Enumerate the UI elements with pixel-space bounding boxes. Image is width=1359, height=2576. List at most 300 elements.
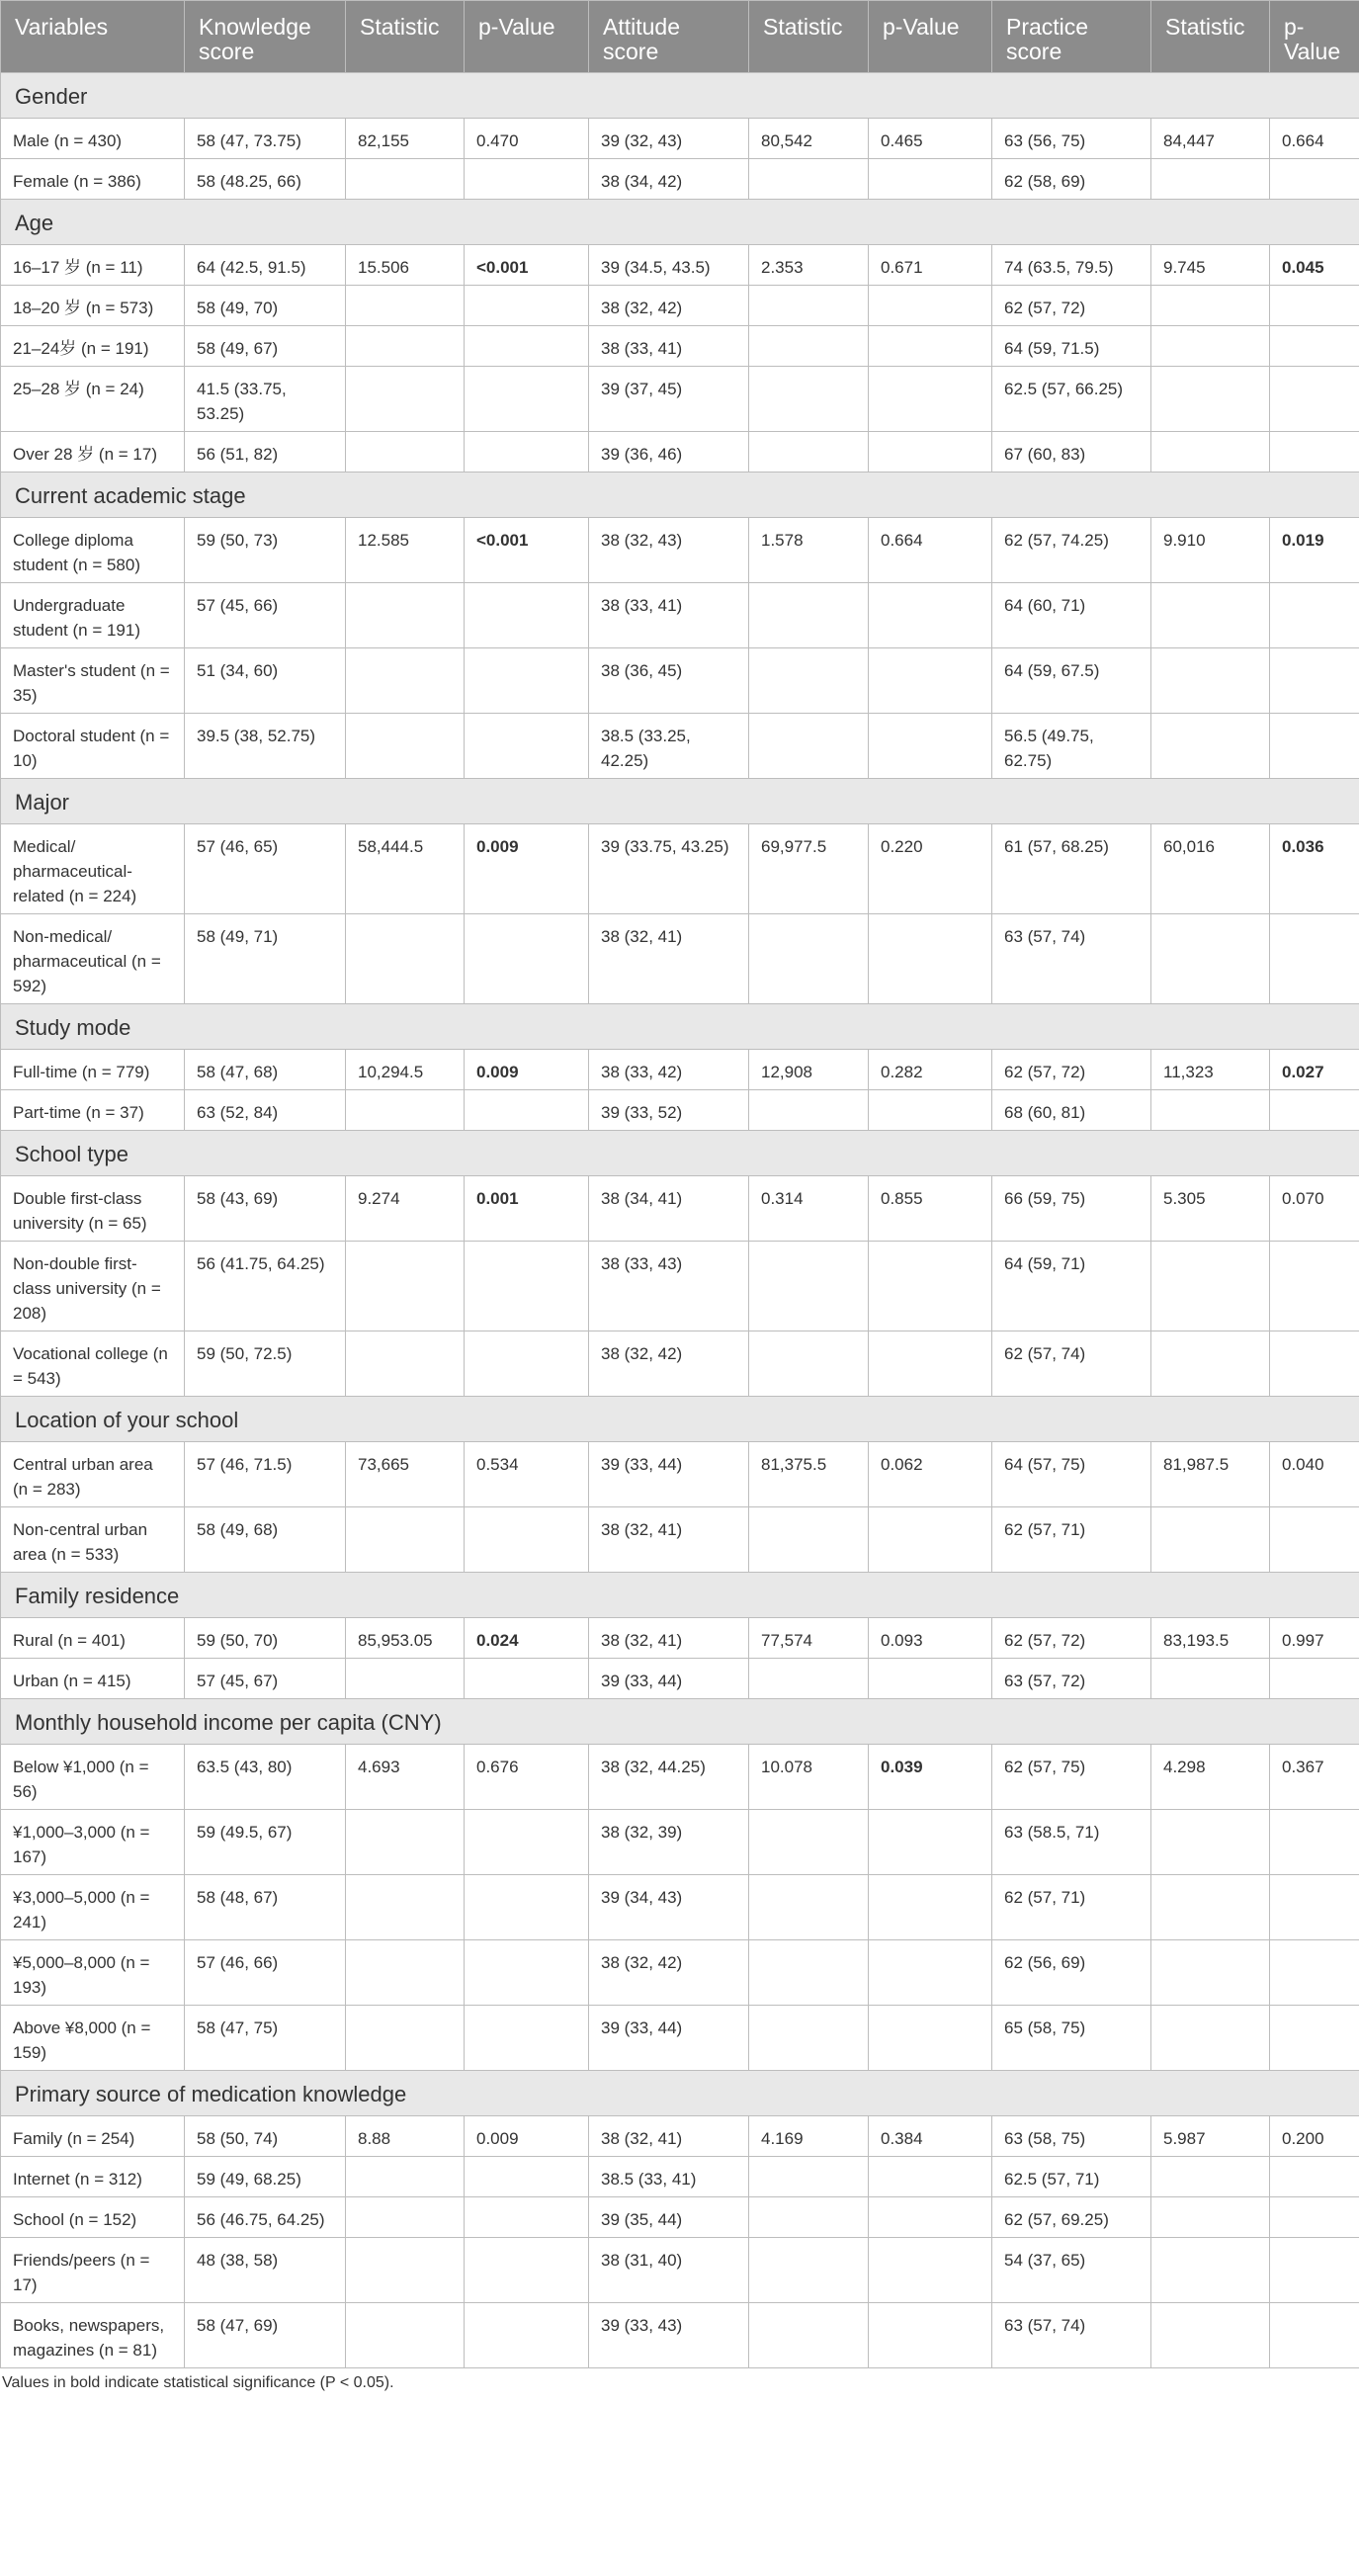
table-cell — [1270, 2197, 1359, 2238]
table-row — [1, 1090, 1359, 1131]
table-cell: 0.314 — [749, 1176, 869, 1242]
table-row — [1, 2006, 1359, 2071]
table-cell: 83,193.5 — [1151, 1618, 1270, 1659]
table-cell — [1270, 1875, 1359, 1940]
section-title: Gender — [1, 73, 1359, 119]
table-cell: 63 (52, 84) — [185, 1090, 346, 1131]
table-row — [1, 1176, 1359, 1242]
table-cell — [346, 714, 465, 779]
table-cell — [749, 1659, 869, 1699]
table-body — [1, 73, 1359, 2368]
table-cell — [1270, 159, 1359, 200]
table-cell — [749, 2197, 869, 2238]
table-cell: 65 (58, 75) — [992, 2006, 1151, 2071]
table-cell — [346, 2006, 465, 2071]
table-cell — [465, 286, 589, 326]
table-cell: 0.093 — [869, 1618, 992, 1659]
table-cell: 64 (42.5, 91.5) — [185, 245, 346, 286]
header-statistic: Statistic — [346, 1, 465, 73]
table-cell — [749, 1507, 869, 1573]
table-cell — [869, 1659, 992, 1699]
table-cell: 38 (32, 42) — [589, 1331, 749, 1397]
table-cell: 39.5 (38, 52.75) — [185, 714, 346, 779]
table-cell: 38 (32, 41) — [589, 1618, 749, 1659]
table-cell — [346, 583, 465, 648]
table-cell — [1270, 2238, 1359, 2303]
table-cell: 59 (49.5, 67) — [185, 1810, 346, 1875]
table-cell — [869, 2303, 992, 2368]
table-cell — [749, 367, 869, 432]
significant-value: 0.024 — [476, 1631, 519, 1650]
significant-value: 0.039 — [881, 1758, 923, 1776]
table-cell: 80,542 — [749, 119, 869, 159]
table-cell — [869, 1940, 992, 2006]
table-cell — [1151, 367, 1270, 432]
section-row — [1, 779, 1359, 824]
table-cell — [346, 1507, 465, 1573]
table-cell: 9.274 — [346, 1176, 465, 1242]
table-footnote: Values in bold indicate statistical significance (P < 0.05). — [2, 2374, 394, 2391]
table-cell: 56.5 (49.75, 62.75) — [992, 714, 1151, 779]
header-attitude-score: Attitude score — [589, 1, 749, 73]
table-cell — [1151, 714, 1270, 779]
table-cell: 38 (32, 41) — [589, 2116, 749, 2157]
variable-cell: 21–24岁 (n = 191) — [1, 326, 185, 367]
table-cell: 0.070 — [1270, 1176, 1359, 1242]
table-cell — [465, 367, 589, 432]
table-cell: 84,447 — [1151, 119, 1270, 159]
table-cell — [1270, 2006, 1359, 2071]
header-variables: Variables — [1, 1, 185, 73]
section-row — [1, 1397, 1359, 1442]
table-cell: 81,375.5 — [749, 1442, 869, 1507]
table-cell: 61 (57, 68.25) — [992, 824, 1151, 914]
table-cell: 58 (47, 73.75) — [185, 119, 346, 159]
table-cell: 12,908 — [749, 1050, 869, 1090]
table-cell — [346, 432, 465, 472]
table-cell: 5.305 — [1151, 1176, 1270, 1242]
table-cell: 15.506 — [346, 245, 465, 286]
table-cell — [1270, 1507, 1359, 1573]
table-cell: 10,294.5 — [346, 1050, 465, 1090]
table-cell — [1151, 1090, 1270, 1131]
section-row — [1, 1573, 1359, 1618]
significant-value: 0.045 — [1282, 258, 1324, 277]
table-cell — [1151, 1242, 1270, 1331]
table-cell — [1151, 1810, 1270, 1875]
table-cell — [346, 286, 465, 326]
table-cell — [1270, 518, 1359, 583]
table-cell: 38 (33, 42) — [589, 1050, 749, 1090]
variable-cell: Friends/peers (n = 17) — [1, 2238, 185, 2303]
header-knowledge-score: Knowledge score — [185, 1, 346, 73]
table-cell: 62 (57, 71) — [992, 1507, 1151, 1573]
table-cell — [465, 1507, 589, 1573]
header-p-value: p-Value — [1270, 1, 1359, 73]
table-cell — [869, 583, 992, 648]
variable-cell: Family (n = 254) — [1, 2116, 185, 2157]
table-cell: 59 (50, 72.5) — [185, 1331, 346, 1397]
table-cell — [1151, 2238, 1270, 2303]
table-cell: 56 (51, 82) — [185, 432, 346, 472]
table-cell — [749, 583, 869, 648]
table-cell: 39 (33, 44) — [589, 1659, 749, 1699]
table-cell — [869, 1810, 992, 1875]
table-cell — [465, 714, 589, 779]
table-cell: 63.5 (43, 80) — [185, 1745, 346, 1810]
variable-cell: Undergraduate student (n = 191) — [1, 583, 185, 648]
table-cell: 38 (34, 41) — [589, 1176, 749, 1242]
variable-cell: Full-time (n = 779) — [1, 1050, 185, 1090]
table-cell — [1151, 2197, 1270, 2238]
table-row — [1, 1940, 1359, 2006]
table-cell — [465, 245, 589, 286]
table-cell: 4.693 — [346, 1745, 465, 1810]
header-statistic: Statistic — [1151, 1, 1270, 73]
table-cell — [749, 286, 869, 326]
table-cell: 58 (49, 68) — [185, 1507, 346, 1573]
table-cell — [749, 2157, 869, 2197]
table-row — [1, 714, 1359, 779]
table-row — [1, 1331, 1359, 1397]
table-row — [1, 286, 1359, 326]
table-cell — [1270, 714, 1359, 779]
section-title: Major — [1, 779, 1359, 824]
table-cell — [869, 1507, 992, 1573]
table-cell: 0.384 — [869, 2116, 992, 2157]
table-cell — [869, 2197, 992, 2238]
table-cell: 58 (49, 70) — [185, 286, 346, 326]
table-row — [1, 432, 1359, 472]
table-cell — [1270, 367, 1359, 432]
variable-cell: Male (n = 430) — [1, 119, 185, 159]
table-cell — [1270, 914, 1359, 1004]
table-cell: 82,155 — [346, 119, 465, 159]
table-cell: 0.040 — [1270, 1442, 1359, 1507]
variable-cell: 18–20 岁 (n = 573) — [1, 286, 185, 326]
variable-cell: Non-medical/ pharmaceutical (n = 592) — [1, 914, 185, 1004]
variable-cell: Over 28 岁 (n = 17) — [1, 432, 185, 472]
significant-value: <0.001 — [476, 531, 529, 550]
table-cell — [346, 914, 465, 1004]
table-cell: 63 (56, 75) — [992, 119, 1151, 159]
table-cell: 74 (63.5, 79.5) — [992, 245, 1151, 286]
table-cell — [1151, 1875, 1270, 1940]
table-cell: 62 (57, 72) — [992, 286, 1151, 326]
table-cell: 51 (34, 60) — [185, 648, 346, 714]
table-cell — [749, 2006, 869, 2071]
table-cell — [1151, 286, 1270, 326]
table-cell — [1151, 432, 1270, 472]
table-row — [1, 119, 1359, 159]
table-cell — [749, 326, 869, 367]
section-row — [1, 472, 1359, 518]
table-cell: 58 (47, 75) — [185, 2006, 346, 2071]
table-cell — [465, 824, 589, 914]
table-cell: 64 (57, 75) — [992, 1442, 1151, 1507]
table-cell: 38 (32, 42) — [589, 286, 749, 326]
table-cell — [465, 1331, 589, 1397]
table-cell — [346, 1875, 465, 1940]
table-row — [1, 1507, 1359, 1573]
table-cell: 0.470 — [465, 119, 589, 159]
table-cell — [1270, 1331, 1359, 1397]
table-cell — [346, 1331, 465, 1397]
table-cell — [346, 1659, 465, 1699]
table-cell: 64 (60, 71) — [992, 583, 1151, 648]
table-cell: 38 (33, 41) — [589, 326, 749, 367]
table-row — [1, 2157, 1359, 2197]
table-cell: 62 (58, 69) — [992, 159, 1151, 200]
table-cell — [869, 1090, 992, 1131]
variable-cell: Double first-class university (n = 65) — [1, 1176, 185, 1242]
table-cell: 62 (57, 74.25) — [992, 518, 1151, 583]
table-cell — [749, 648, 869, 714]
table-cell: 56 (41.75, 64.25) — [185, 1242, 346, 1331]
table-cell — [465, 1050, 589, 1090]
variable-cell: Rural (n = 401) — [1, 1618, 185, 1659]
variable-cell: ¥5,000–8,000 (n = 193) — [1, 1940, 185, 2006]
table-cell: 56 (46.75, 64.25) — [185, 2197, 346, 2238]
table-cell: 0.676 — [465, 1745, 589, 1810]
table-cell: 39 (34, 43) — [589, 1875, 749, 1940]
table-cell — [1151, 583, 1270, 648]
table-cell — [465, 2197, 589, 2238]
table-cell: 8.88 — [346, 2116, 465, 2157]
table-cell — [869, 714, 992, 779]
table-cell — [1270, 286, 1359, 326]
table-cell: 58 (48.25, 66) — [185, 159, 346, 200]
table-cell — [1270, 2157, 1359, 2197]
table-cell — [869, 648, 992, 714]
table-row — [1, 648, 1359, 714]
variable-cell: Vocational college (n = 543) — [1, 1331, 185, 1397]
table-cell: 9.910 — [1151, 518, 1270, 583]
table-cell — [1270, 824, 1359, 914]
table-cell — [869, 1242, 992, 1331]
header-practice-score: Practice score — [992, 1, 1151, 73]
table-cell — [346, 1810, 465, 1875]
table-cell — [749, 159, 869, 200]
table-cell: 58 (50, 74) — [185, 2116, 346, 2157]
table-cell: 57 (46, 71.5) — [185, 1442, 346, 1507]
table-cell — [1270, 1659, 1359, 1699]
table-cell: 0.009 — [465, 2116, 589, 2157]
table-cell: 58 (49, 71) — [185, 914, 346, 1004]
variable-cell: Doctoral student (n = 10) — [1, 714, 185, 779]
table-cell — [346, 159, 465, 200]
table-cell: 38 (33, 41) — [589, 583, 749, 648]
table-cell: 57 (45, 67) — [185, 1659, 346, 1699]
table-cell — [869, 1745, 992, 1810]
header-p-value: p-Value — [465, 1, 589, 73]
section-row — [1, 1131, 1359, 1176]
table-cell — [1151, 1507, 1270, 1573]
table-cell — [749, 1875, 869, 1940]
significant-value: 0.036 — [1282, 837, 1324, 856]
table-cell — [749, 1940, 869, 2006]
table-cell: 38.5 (33, 41) — [589, 2157, 749, 2197]
variable-cell: Urban (n = 415) — [1, 1659, 185, 1699]
section-row — [1, 2071, 1359, 2116]
table-cell — [465, 648, 589, 714]
table-cell — [465, 1940, 589, 2006]
table-cell: 39 (33, 44) — [589, 2006, 749, 2071]
section-title: Primary source of medication knowledge — [1, 2071, 1359, 2116]
table-cell — [869, 432, 992, 472]
section-title: School type — [1, 1131, 1359, 1176]
table-row — [1, 1745, 1359, 1810]
table-cell: 57 (46, 66) — [185, 1940, 346, 2006]
table-cell — [749, 714, 869, 779]
header-row — [1, 1, 1359, 73]
table-cell — [346, 2157, 465, 2197]
table-cell — [465, 2157, 589, 2197]
section-row — [1, 200, 1359, 245]
table-row — [1, 2238, 1359, 2303]
table-row — [1, 2197, 1359, 2238]
table-cell: 63 (57, 74) — [992, 914, 1151, 1004]
table-cell: 58 (47, 68) — [185, 1050, 346, 1090]
table-cell — [1270, 648, 1359, 714]
table-cell — [1270, 1090, 1359, 1131]
table-row — [1, 2116, 1359, 2157]
table-cell — [465, 326, 589, 367]
table-cell: 38 (32, 41) — [589, 914, 749, 1004]
table-cell: 39 (33.75, 43.25) — [589, 824, 749, 914]
table-cell: 0.282 — [869, 1050, 992, 1090]
variable-cell: ¥3,000–5,000 (n = 241) — [1, 1875, 185, 1940]
table-cell: 58,444.5 — [346, 824, 465, 914]
table-cell: 39 (33, 44) — [589, 1442, 749, 1507]
table-cell: 9.745 — [1151, 245, 1270, 286]
table-row — [1, 583, 1359, 648]
table-cell — [749, 2238, 869, 2303]
table-cell: 10.078 — [749, 1745, 869, 1810]
table-cell — [869, 326, 992, 367]
table-cell: 0.062 — [869, 1442, 992, 1507]
table-row — [1, 1618, 1359, 1659]
table-cell: 63 (58, 75) — [992, 2116, 1151, 2157]
table-cell — [465, 2006, 589, 2071]
variable-cell: Part-time (n = 37) — [1, 1090, 185, 1131]
significant-value: 0.009 — [476, 1063, 519, 1081]
table-cell — [869, 2157, 992, 2197]
table-cell — [749, 1242, 869, 1331]
table-cell: 62 (57, 75) — [992, 1745, 1151, 1810]
table-cell: 62 (57, 72) — [992, 1050, 1151, 1090]
section-title: Family residence — [1, 1573, 1359, 1618]
table-cell: 0.664 — [1270, 119, 1359, 159]
table-cell: 38 (33, 43) — [589, 1242, 749, 1331]
table-cell — [346, 2197, 465, 2238]
table-row — [1, 1810, 1359, 1875]
table-cell — [465, 583, 589, 648]
variable-cell: Female (n = 386) — [1, 159, 185, 200]
table-cell: 39 (37, 45) — [589, 367, 749, 432]
table-cell — [749, 1090, 869, 1131]
table-cell — [1151, 159, 1270, 200]
table-cell: 62.5 (57, 66.25) — [992, 367, 1151, 432]
table-cell — [869, 2238, 992, 2303]
table-cell — [1270, 326, 1359, 367]
table-cell: 58 (49, 67) — [185, 326, 346, 367]
table-cell: 81,987.5 — [1151, 1442, 1270, 1507]
table-cell: 39 (33, 52) — [589, 1090, 749, 1131]
table-cell: 62 (57, 74) — [992, 1331, 1151, 1397]
table-cell — [346, 1940, 465, 2006]
table-cell: 38 (32, 39) — [589, 1810, 749, 1875]
table-cell: 59 (50, 70) — [185, 1618, 346, 1659]
significant-value: 0.027 — [1282, 1063, 1324, 1081]
table-row — [1, 326, 1359, 367]
table-cell — [346, 1090, 465, 1131]
table-cell — [465, 1090, 589, 1131]
table-cell: 38 (31, 40) — [589, 2238, 749, 2303]
table-cell: 0.997 — [1270, 1618, 1359, 1659]
variable-cell: Above ¥8,000 (n = 159) — [1, 2006, 185, 2071]
table-cell: 39 (32, 43) — [589, 119, 749, 159]
table-cell: 63 (57, 74) — [992, 2303, 1151, 2368]
variable-cell: 25–28 岁 (n = 24) — [1, 367, 185, 432]
table-cell: 57 (46, 65) — [185, 824, 346, 914]
variable-cell: Internet (n = 312) — [1, 2157, 185, 2197]
table-cell — [1151, 914, 1270, 1004]
table-cell — [346, 326, 465, 367]
table-cell: 38 (32, 44.25) — [589, 1745, 749, 1810]
variable-cell: Central urban area (n = 283) — [1, 1442, 185, 1507]
table-cell — [1151, 2006, 1270, 2071]
table-row — [1, 159, 1359, 200]
table-row — [1, 367, 1359, 432]
table-cell — [465, 159, 589, 200]
table-cell: 39 (33, 43) — [589, 2303, 749, 2368]
table-row — [1, 914, 1359, 1004]
table-cell — [465, 1875, 589, 1940]
table-cell: 2.353 — [749, 245, 869, 286]
section-row — [1, 73, 1359, 119]
table-cell: 0.664 — [869, 518, 992, 583]
table-row — [1, 1442, 1359, 1507]
table-cell — [1151, 1331, 1270, 1397]
table-cell — [346, 1242, 465, 1331]
table-cell: 58 (47, 69) — [185, 2303, 346, 2368]
table-cell — [346, 2303, 465, 2368]
table-cell — [1151, 326, 1270, 367]
table-cell: 0.534 — [465, 1442, 589, 1507]
table-cell: 1.578 — [749, 518, 869, 583]
section-row — [1, 1699, 1359, 1745]
table-cell — [749, 1331, 869, 1397]
table-cell: 11,323 — [1151, 1050, 1270, 1090]
variable-cell: Below ¥1,000 (n = 56) — [1, 1745, 185, 1810]
table-cell: 77,574 — [749, 1618, 869, 1659]
table-cell: 68 (60, 81) — [992, 1090, 1151, 1131]
table-cell — [465, 518, 589, 583]
table-cell — [869, 367, 992, 432]
table-cell: 58 (43, 69) — [185, 1176, 346, 1242]
table-cell: 62 (56, 69) — [992, 1940, 1151, 2006]
table-cell: 38.5 (33.25, 42.25) — [589, 714, 749, 779]
table-cell: 59 (49, 68.25) — [185, 2157, 346, 2197]
table-row — [1, 1659, 1359, 1699]
table-cell: 0.465 — [869, 119, 992, 159]
section-row — [1, 1004, 1359, 1050]
variable-cell: Master's student (n = 35) — [1, 648, 185, 714]
table-cell — [1270, 1810, 1359, 1875]
variable-cell: Books, newspapers, magazines (n = 81) — [1, 2303, 185, 2368]
table-cell — [749, 2303, 869, 2368]
